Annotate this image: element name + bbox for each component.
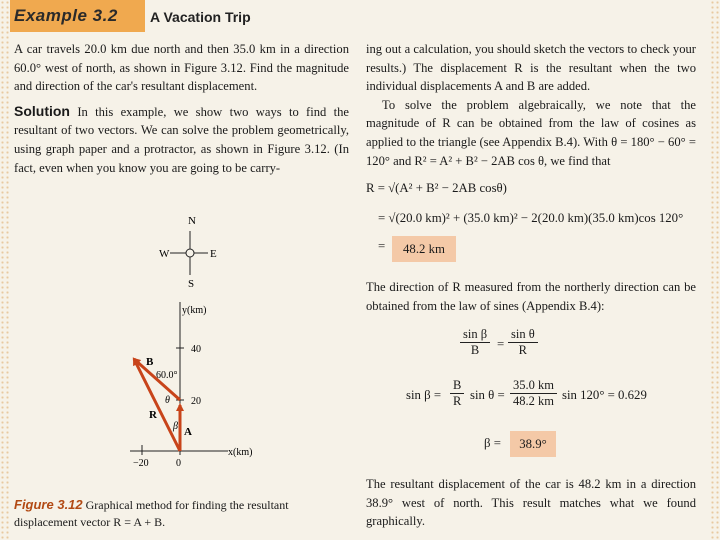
sin-eq-tail: sin 120° = 0.629 xyxy=(562,388,647,402)
answer-box-angle: 38.9° xyxy=(510,431,556,457)
compass-e: E xyxy=(210,248,217,260)
compass-center xyxy=(186,249,194,257)
answer-box-magnitude: 48.2 km xyxy=(392,236,456,262)
law-sines-den1: B xyxy=(470,343,480,357)
y-axis-label: y(km) xyxy=(182,305,207,316)
example-label: Example 3.2 xyxy=(14,6,118,25)
tick-x-neg20: −20 xyxy=(133,458,149,469)
left-column xyxy=(14,40,349,177)
equation-3-prefix: = xyxy=(378,239,386,253)
example-title: A Vacation Trip xyxy=(150,9,251,25)
label-angle60: 60.0° xyxy=(156,370,178,381)
sin-eq-f2-num: 35.0 km xyxy=(510,378,557,394)
sin-eq-lhs: sin β = xyxy=(406,388,442,402)
law-sines-equals: = xyxy=(497,337,505,351)
vector-figure xyxy=(120,205,320,495)
label-a: A xyxy=(184,426,192,438)
compass-w: W xyxy=(159,248,170,260)
x-axis-label: x(km) xyxy=(228,447,253,458)
law-sines-fraction-1 xyxy=(460,327,490,358)
solution-text: In this example, we show two ways to find the resultant of two vectors. We can solve the problem geometrically, using graph paper and a protractor, as shown in Figure 3.12. (In fact, even when you know you are going to be carry- xyxy=(14,104,350,175)
sin-eq-mid: sin θ = xyxy=(470,388,505,402)
law-sines-num2: sin θ xyxy=(508,327,538,343)
sin-eq-f1-den: R xyxy=(453,394,462,408)
right-para-4: The resultant displacement of the car is 48.2 km in a direction 38.9° west of north. This result matches what we found graphically. xyxy=(366,477,696,529)
tick-y20: 20 xyxy=(191,396,201,407)
equation-1: R = √(A² + B² − 2AB cosθ) xyxy=(366,181,507,195)
right-para-4-block xyxy=(366,475,696,531)
beta-prefix: β = xyxy=(484,436,501,450)
solution-paragraph xyxy=(14,102,349,177)
label-beta: β xyxy=(173,421,178,432)
tick-origin: 0 xyxy=(176,458,181,469)
tick-y40: 40 xyxy=(191,344,201,355)
right-para-3-block xyxy=(366,278,696,315)
figure-caption xyxy=(14,496,349,531)
compass-n: N xyxy=(188,215,196,227)
left-dot-margin xyxy=(0,0,10,540)
figure-caption-label: Figure 3.12 xyxy=(14,497,83,512)
problem-statement: A car travels 20.0 km due north and then 35.0 km in a direction 60.0° west of north, as shown in Figure 3.12. Find the magnitude and direction of the car's resultant displacement. xyxy=(14,42,349,94)
right-column xyxy=(366,40,696,170)
label-theta: θ xyxy=(165,395,170,406)
compass-s: S xyxy=(188,278,195,290)
right-para-2: To solve the problem algebraically, we note that the magnitude of R can be obtained from the law of cosines as applied to the triangle (see Appendix B.4). With θ = 180° − 60° = 120° and R² = A² + B² − 2AB cos θ, we find that xyxy=(366,97,696,168)
sin-eq-f2-den: 48.2 km xyxy=(513,394,554,408)
equation-2: = √(20.0 km)² + (35.0 km)² − 2(20.0 km)(35.0 km)cos 120° xyxy=(378,211,684,225)
law-sines-den2: R xyxy=(518,343,528,357)
label-r: R xyxy=(149,409,157,421)
right-para-1: ing out a calculation, you should sketch the vectors to check your results.) The displacement R is the resultant when the two individual displacements A and B are added. xyxy=(366,42,696,94)
label-b: B xyxy=(146,356,154,368)
sin-eq-f1-num: B xyxy=(450,378,464,394)
solution-label: Solution xyxy=(14,102,70,119)
figure-caption-text: Graphical method for finding the resultant displacement vector R = A + B. xyxy=(14,498,289,529)
right-dot-margin xyxy=(710,0,720,540)
right-para-3: The direction of R measured from the northerly direction can be obtained from the law of sines (Appendix B.4): xyxy=(366,280,696,313)
law-sines-num1: sin β xyxy=(460,327,490,343)
law-sines-fraction-2 xyxy=(508,327,538,358)
sin-eq-fraction-2 xyxy=(510,378,557,409)
sin-eq-fraction-1 xyxy=(450,378,464,409)
